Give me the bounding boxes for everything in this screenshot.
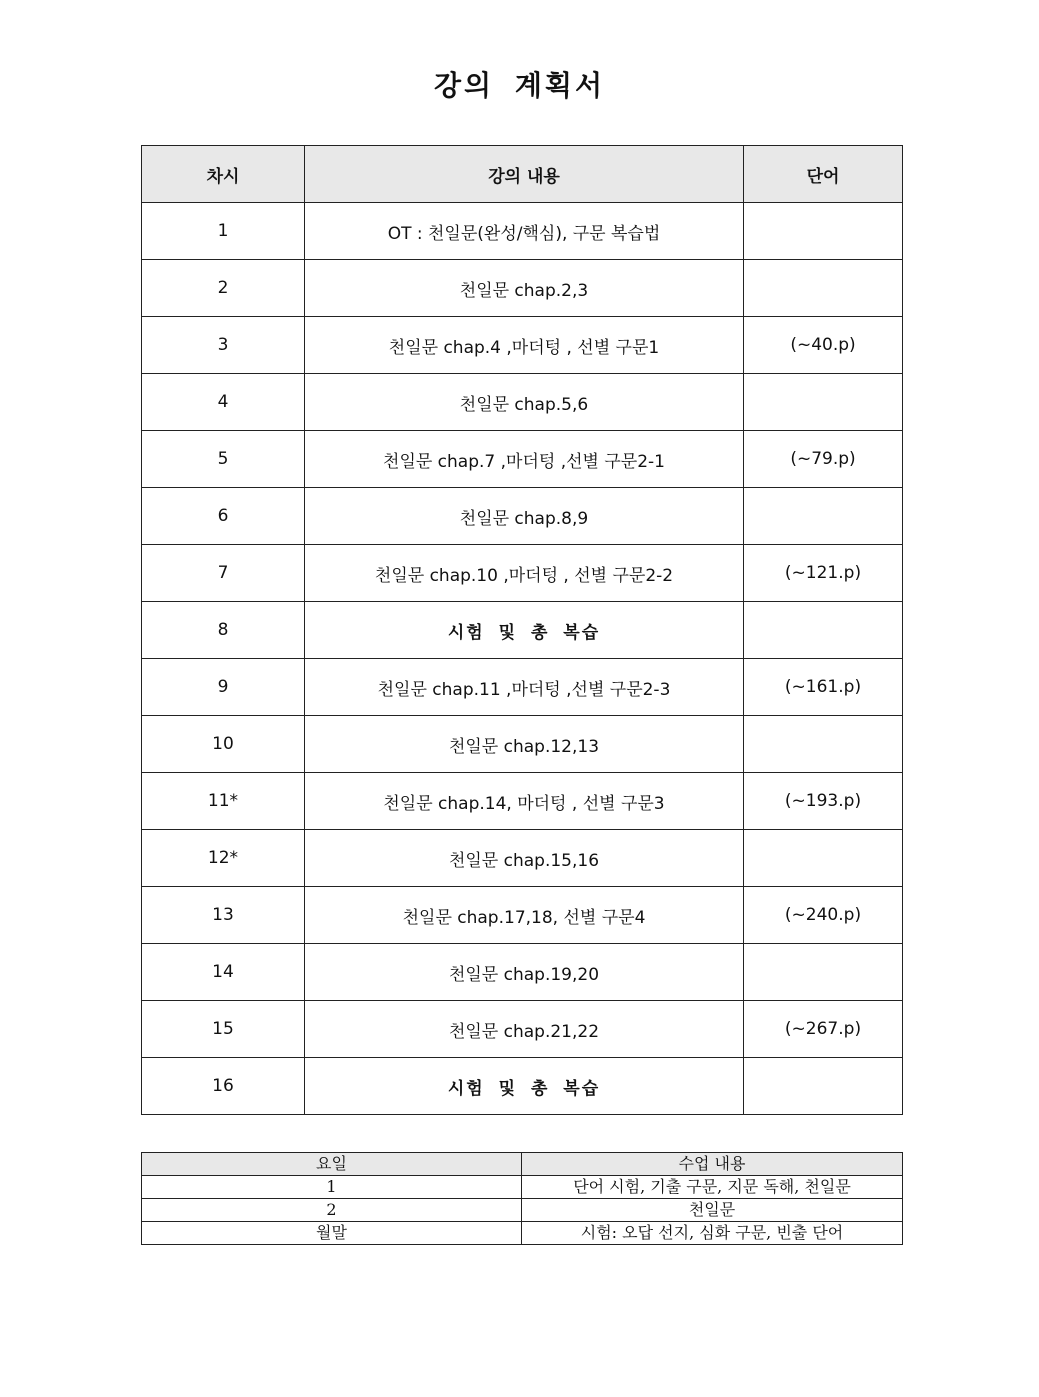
- table-row: [142, 716, 903, 773]
- session-cell: 15: [142, 1001, 305, 1058]
- table-row: [142, 1058, 903, 1115]
- header-content: 강의 내용: [305, 146, 744, 203]
- words-cell: (~121.p): [744, 545, 903, 602]
- content-cell: 천일문 chap.21,22: [305, 1001, 744, 1058]
- table-row: [142, 1176, 903, 1199]
- session-cell: 7: [142, 545, 305, 602]
- table-row: [142, 830, 903, 887]
- content-cell: 천일문 chap.19,20: [305, 944, 744, 1001]
- day-cell: 2: [142, 1199, 522, 1222]
- words-cell: (~240.p): [744, 887, 903, 944]
- weekly-body: [142, 1176, 903, 1245]
- table-row: [142, 203, 903, 260]
- header-words: 단어: [744, 146, 903, 203]
- session-cell: 3: [142, 317, 305, 374]
- class-content-cell: 시험: 오답 선지, 심화 구문, 빈출 단어: [522, 1222, 903, 1245]
- table-row: [142, 944, 903, 1001]
- words-cell: (~193.p): [744, 773, 903, 830]
- words-cell: [744, 716, 903, 773]
- class-content-cell: 천일문: [522, 1199, 903, 1222]
- table-row: [142, 602, 903, 659]
- table-row: [142, 488, 903, 545]
- content-cell: 천일문 chap.14, 마더텅 , 선별 구문3: [305, 773, 744, 830]
- content-cell: 천일문 chap.4 ,마더텅 , 선별 구문1: [305, 317, 744, 374]
- day-cell: 1: [142, 1176, 522, 1199]
- content-cell: 천일문 chap.7 ,마더텅 ,선별 구문2-1: [305, 431, 744, 488]
- words-cell: [744, 602, 903, 659]
- content-cell: 천일문 chap.2,3: [305, 260, 744, 317]
- class-content-cell: 단어 시험, 기출 구문, 지문 독해, 천일문: [522, 1176, 903, 1199]
- words-cell: (~267.p): [744, 1001, 903, 1058]
- words-cell: [744, 944, 903, 1001]
- table-row: [142, 887, 903, 944]
- content-cell: 천일문 chap.11 ,마더텅 ,선별 구문2-3: [305, 659, 744, 716]
- session-cell: 13: [142, 887, 305, 944]
- content-cell: 천일문 chap.15,16: [305, 830, 744, 887]
- header-class-content: 수업 내용: [522, 1153, 903, 1176]
- words-cell: [744, 830, 903, 887]
- content-cell: 천일문 chap.17,18, 선별 구문4: [305, 887, 744, 944]
- words-cell: [744, 374, 903, 431]
- table-row: [142, 1001, 903, 1058]
- table-row: [142, 374, 903, 431]
- session-cell: 6: [142, 488, 305, 545]
- content-cell: 천일문 chap.5,6: [305, 374, 744, 431]
- table-row: [142, 659, 903, 716]
- header-day: 요일: [142, 1153, 522, 1176]
- session-cell: 14: [142, 944, 305, 1001]
- session-cell: 11*: [142, 773, 305, 830]
- content-cell: 천일문 chap.12,13: [305, 716, 744, 773]
- table-row: [142, 545, 903, 602]
- session-cell: 8: [142, 602, 305, 659]
- weekly-header-row: [142, 1153, 903, 1176]
- words-cell: [744, 488, 903, 545]
- words-cell: (~79.p): [744, 431, 903, 488]
- lecture-plan-table: [141, 145, 903, 1115]
- session-cell: 2: [142, 260, 305, 317]
- content-cell: 천일문 chap.8,9: [305, 488, 744, 545]
- session-cell: 5: [142, 431, 305, 488]
- content-cell: 시험 및 총 복습: [305, 1058, 744, 1115]
- content-cell: OT : 천일문(완성/핵심), 구문 복습법: [305, 203, 744, 260]
- session-cell: 9: [142, 659, 305, 716]
- session-cell: 4: [142, 374, 305, 431]
- session-cell: 12*: [142, 830, 305, 887]
- day-cell: 월말: [142, 1222, 522, 1245]
- table-row: [142, 260, 903, 317]
- words-cell: (~40.p): [744, 317, 903, 374]
- session-cell: 16: [142, 1058, 305, 1115]
- words-cell: (~161.p): [744, 659, 903, 716]
- table-row: [142, 431, 903, 488]
- table-row: [142, 1199, 903, 1222]
- words-cell: [744, 260, 903, 317]
- words-cell: [744, 203, 903, 260]
- session-cell: 10: [142, 716, 305, 773]
- plan-header-row: [142, 146, 903, 203]
- page-title: 강의 계획서: [434, 69, 605, 102]
- header-session: 차시: [142, 146, 305, 203]
- table-row: [142, 773, 903, 830]
- session-cell: 1: [142, 203, 305, 260]
- weekly-schedule-table: [141, 1152, 903, 1245]
- table-row: [142, 317, 903, 374]
- table-row: [142, 1222, 903, 1245]
- content-cell: 천일문 chap.10 ,마더텅 , 선별 구문2-2: [305, 545, 744, 602]
- words-cell: [744, 1058, 903, 1115]
- content-cell: 시험 및 총 복습: [305, 602, 744, 659]
- plan-body: [142, 203, 903, 1115]
